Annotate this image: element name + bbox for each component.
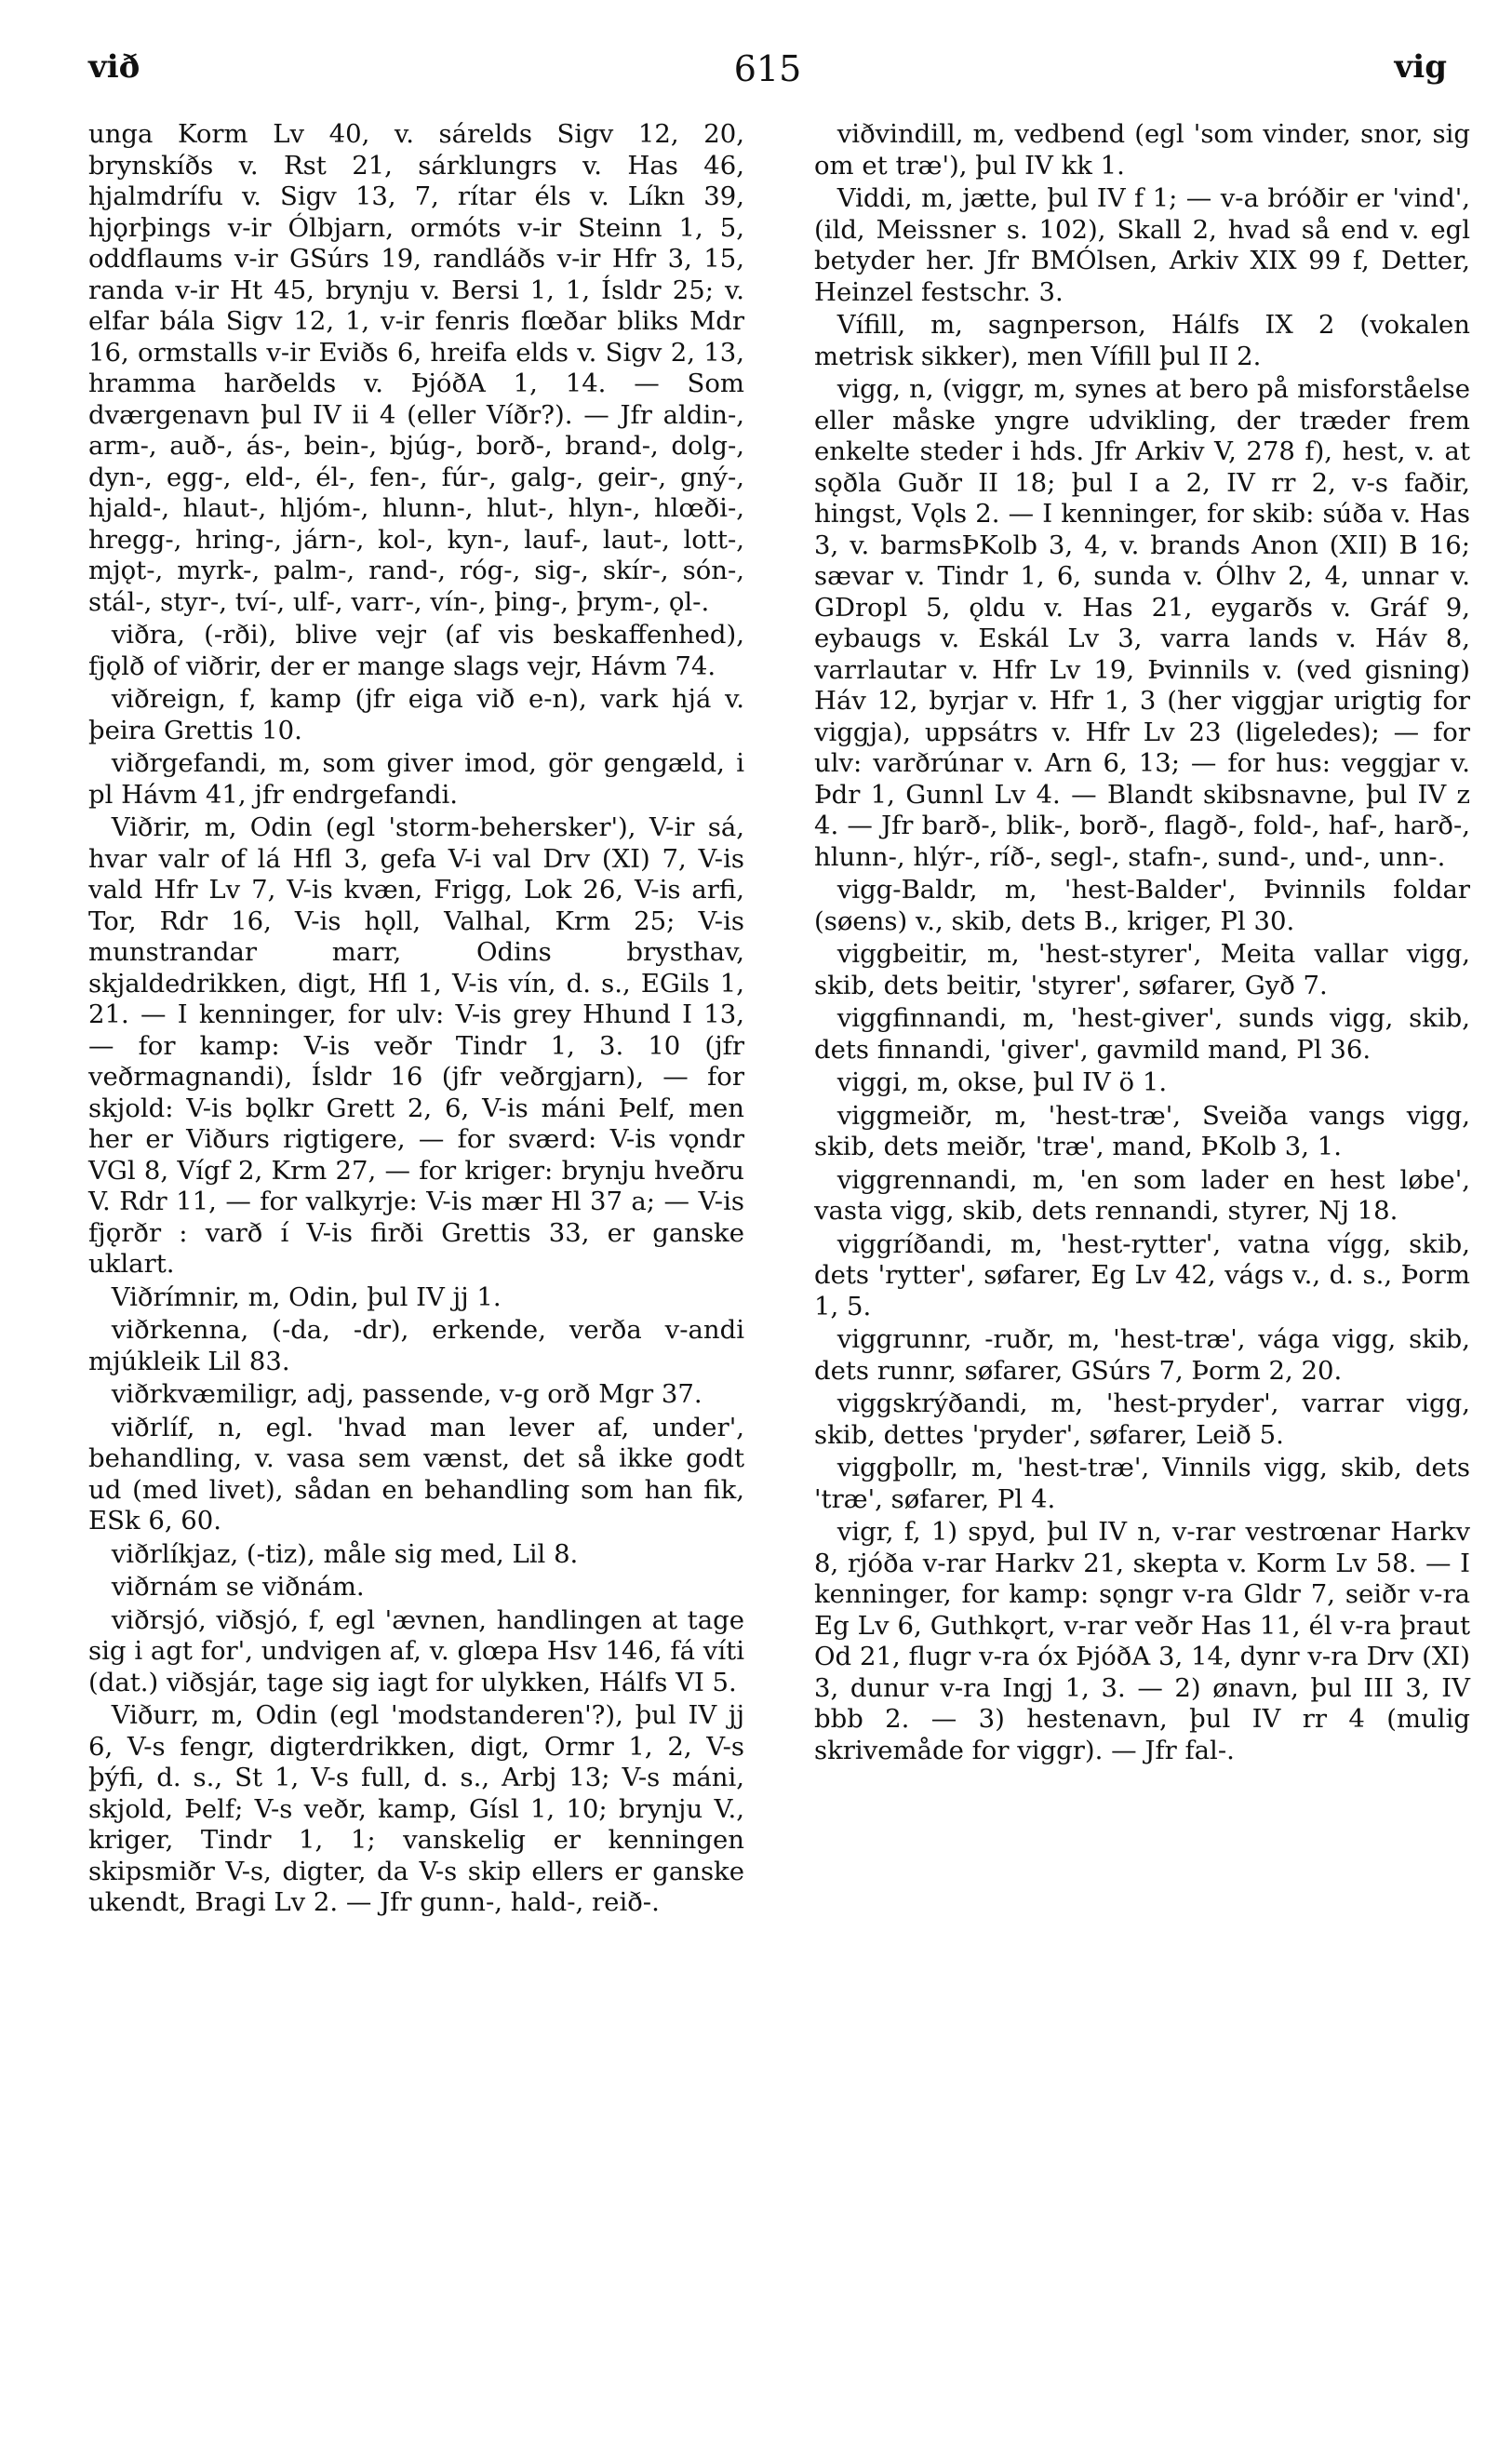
running-head-right: vig	[1394, 48, 1447, 86]
dictionary-entry: Viðrímnir, m, Odin, þul IV jj 1.	[111, 1281, 502, 1312]
dictionary-entry: viðrlíkjaz, (-tiz), måle sig med, Lil 8.	[111, 1538, 579, 1569]
right-column	[814, 119, 1470, 1768]
dictionary-entry: vigr, f, 1) spyd, þul IV n, v-rar vestrœnar Harkv 8, rjóða v-rar Harkv 21, skepta v. Korm Lv 58. — I kenninger, for kamp: sǫngr v-ra Gldr 7, seiðr v-ra Eg Lv 6, Guthkǫrt, v-rar veðr Has 11, él v-ra þraut Od 21, flugr v-ra óx ÞjóðA 3, 14, dynr v-ra Drv (XI) 3, dunur v-ra Ingj 1, 3. — 2) ønavn, þul III 3, IV bbb 2. — 3) hestenavn, þul IV rr 4 (mulig skrivemåde for viggr). — Jfr fal-.	[814, 1517, 1470, 1765]
dictionary-entry: viggfinnandi, m, 'hest-giver', sunds vigg, skib, dets finnandi, 'giver', gavmild mand, Pl 36.	[814, 1003, 1470, 1065]
dictionary-entry: viggrennandi, m, 'en som lader en hest løbe', vasta vigg, skib, dets rennandi, styrer, Nj 18.	[814, 1164, 1470, 1226]
dictionary-entry: unga Korm Lv 40, v. sárelds Sigv 12, 20, brynskíðs v. Rst 21, sárklungrs v. Has 46, hjalmdrífu v. Sigv 13, 7, rítar éls v. Líkn 39, hjǫrþings v-ir Ólbjarn, ormóts v-ir Steinn 1, 5, oddflaums v-ir GSúrs 19, randláðs v-ir Hfr 3, 15, randa v-ir Ht 45, brynju v. Bersi 1, 1, Ísldr 25; v. elfar bála Sigv 12, 1, v-ir fenris flœðar bliks Mdr 16, ormstalls v-ir Eviðs 6, hreifa elds v. Sigv 2, 13, hramma harðelds v. ÞjóðA 1, 14. — Som dværgenavn þul IV ii 4 (eller Víðr?). — Jfr aldin-, arm-, auð-, ás-, bein-, bjúg-, borð-, brand-, dolg-, dyn-, egg-, eld-, él-, fen-, fúr-, galg-, geir-, gný-, hjald-, hlaut-, hljóm-, hlunn-, hlut-, hlyn-, hlœði-, hregg-, hring-, járn-, kol-, kyn-, lauf-, laut-, lott-, mjǫt-, myrk-, palm-, rand-, róg-, sig-, skír-, són-, stál-, styr-, tví-, ulf-, varr-, vín-, þing-, þrym-, ǫl-.	[88, 119, 744, 617]
dictionary-entry: viðra, (-rði), blive vejr (af vis beskaffenhed), fjǫlð of viðrir, der er mange slags vejr, Hávm 74.	[88, 620, 744, 681]
dictionary-entry: Viðrir, m, Odin (egl 'storm-behersker'), V-ir sá, hvar valr of lá Hfl 3, gefa V-i val Drv (XI) 7, V-is vald Hfr Lv 7, V-is kvæn, Frigg, Lok 26, V-is arfi, Tor, Rdr 16, V-is hǫll, Valhal, Krm 25; V-is munstrandar marr, Odins brysthav, skjaldedrikken, digt, Hfl 1, V-is vín, d. s., EGils 1, 21. — I kenninger, for ulv: V-is grey Hhund I 13, — for kamp: V-is veðr Tindr 1, 3. 10 (jfr veðrmagnandi), Ísldr 16 (jfr veðrgjarn), — for skjold: V-is bǫlkr Grett 2, 6, V-is máni Þelf, men her er Viðurs rigtigere, — for sværd: V-is vǫndr VGl 8, Vígf 2, Krm 27, — for kriger: brynju hveðru V. Rdr 11, — for valkyrje: V-is mær Hl 37 a; — V-is fjǫrðr : varð í V-is firði Grettis 33, er ganske uklart.	[88, 812, 744, 1279]
page-number: 615	[733, 48, 802, 89]
dictionary-entry: viggi, m, okse, þul IV ö 1.	[836, 1067, 1168, 1097]
dictionary-entry: Viddi, m, jætte, þul IV f 1; — v-a bróðir er 'vind', (ild, Meissner s. 102), Skall 2, hvad så end v. egl betyder her. Jfr BMÓlsen, Arkiv XIX 99 f, Detter, Heinzel festschr. 3.	[814, 183, 1470, 307]
dictionary-entry: Vífill, m, sagnperson, Hálfs IX 2 (vokalen metrisk sikker), men Vífill þul II 2.	[814, 310, 1470, 371]
dictionary-entry: viðrkenna, (-da, -dr), erkende, verða v-andi mjúkleik Lil 83.	[88, 1315, 744, 1376]
dictionary-entry: viðreign, f, kamp (jfr eiga við e-n), vark hjá v. þeira Grettis 10.	[88, 684, 744, 745]
dictionary-entry: vigg-Baldr, m, 'hest-Balder', Þvinnils foldar (søens) v., skib, dets B., kriger, Pl 30.	[814, 875, 1470, 936]
dictionary-entry: viggríðandi, m, 'hest-rytter', vatna vígg, skib, dets 'rytter', søfarer, Eg Lv 42, vágs v., d. s., Þorm 1, 5.	[814, 1228, 1470, 1321]
dictionary-entry: viðrsjó, viðsjó, f, egl 'ævnen, handlingen at tage sig i agt for', undvigen af, v. glœpa Hsv 146, fá víti (dat.) viðsjár, tage sig iagt for ulykken, Hálfs VI 5.	[88, 1604, 744, 1697]
dictionary-entry: viðrnám se viðnám.	[111, 1572, 365, 1602]
dictionary-entry: viggbeitir, m, 'hest-styrer', Meita vallar vigg, skib, dets beitir, 'styrer', søfarer, Gyð 7.	[814, 939, 1470, 1000]
dictionary-entry: viðrgefandi, m, som giver imod, gör gengæld, i pl Hávm 41, jfr endrgefandi.	[88, 748, 744, 810]
left-column	[88, 119, 744, 1921]
page-header	[88, 48, 1447, 104]
dictionary-entry: viðvindill, m, vedbend (egl 'som vinder, snor, sig om et træ'), þul IV kk 1.	[814, 119, 1470, 181]
dictionary-entry: viggþollr, m, 'hest-træ', Vinnils vigg, skib, dets 'træ', søfarer, Pl 4.	[814, 1453, 1470, 1514]
dictionary-entry: viggmeiðr, m, 'hest-træ', Sveiða vangs vigg, skib, dets meiðr, 'træ', mand, ÞKolb 3, 1.	[814, 1100, 1470, 1161]
running-head-left: við	[88, 48, 140, 86]
dictionary-entry: viggskrýðandi, m, 'hest-pryder', varrar vigg, skib, dettes 'pryder', søfarer, Leið 5.	[814, 1388, 1470, 1450]
dictionary-entry: Viðurr, m, Odin (egl 'modstanderen'?), þul IV jj 6, V-s fengr, digterdrikken, digt, Ormr 1, 2, V-s þýfi, d. s., St 1, V-s full, d. s., Arbj 13; V-s máni, skjold, Þelf; V-s veðr, kamp, Gísl 1, 10; brynju V., kriger, Tindr 1, 1; vanskelig er kenningen skipsmiðr V-s, digter, da V-s skip ellers er ganske ukendt, Bragi Lv 2. — Jfr gunn-, hald-, reið-.	[88, 1700, 744, 1917]
dictionary-entry: viggrunnr, -ruðr, m, 'hest-træ', vága vigg, skib, dets runnr, søfarer, GSúrs 7, Þorm 2, 20.	[814, 1324, 1470, 1386]
dictionary-entry: viðrlíf, n, egl. 'hvad man lever af, under', behandling, v. vasa sem vænst, det så ikke godt ud (med livet), sådan en behandling som han fik, ESk 6, 60.	[88, 1412, 744, 1536]
dictionary-entry: vigg, n, (viggr, m, synes at bero på misforståelse eller måske yngre udvikling, der træder frem enkelte steder i hds. Jfr Arkiv V, 278 f), hest, v. at sǫðla Guðr II 18; þul I a 2, IV rr 2, v-s faðir, hingst, Vǫls 2. — I kenninger, for skib: súða v. Has 3, v. barmsÞKolb 3, 4, v. brands Anon (XII) B 16; sævar v. Tindr 1, 6, sunda v. Ólhv 2, 4, unnar v. GDropl 5, ǫldu v. Has 21, eygarðs v. Gráf 9, eybaugs v. Eskál Lv 3, varra lands v. Háv 8, varrlautar v. Hfr Lv 19, Þvinnils v. (ved gisning) Háv 12, byrjar v. Hfr 1, 3 (her viggjar urigtig for viggja), uppsátrs v. Hfr Lv 23 (ligeledes); — for ulv: varðrúnar v. Arn 6, 13; — for hus: veggjar v. Þdr 1, Gunnl Lv 4. — Blandt skibsnavne, þul IV z 4. — Jfr barð-, blik-, borð-, flagð-, fold-, haf-, harð-, hlunn-, hlýr-, ríð-, segl-, stafn-, sund-, und-, unn-.	[814, 374, 1470, 872]
dictionary-entry: viðrkvæmiligr, adj, passende, v-g orð Mgr 37.	[111, 1379, 702, 1409]
